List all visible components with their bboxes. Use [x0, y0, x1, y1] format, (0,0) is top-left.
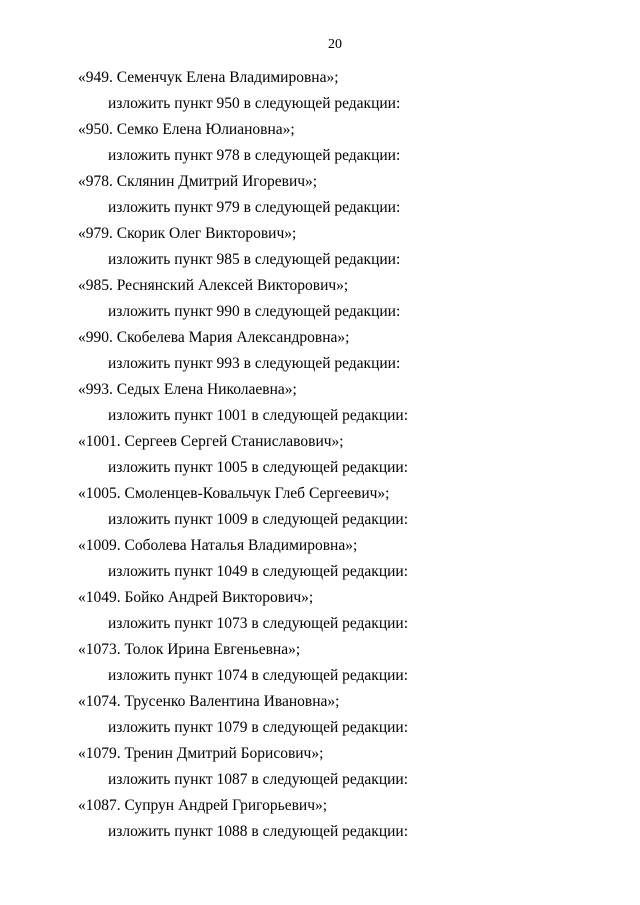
list-entry: «1049. Бойко Андрей Викторович»;	[78, 589, 314, 606]
list-entry: «990. Скобелева Мария Александровна»;	[78, 329, 350, 346]
instruction-line: изложить пункт 1001 в следующей редакции:	[108, 407, 409, 424]
list-entry: «978. Склянин Дмитрий Игоревич»;	[78, 173, 318, 190]
instruction-line: изложить пункт 1005 в следующей редакции:	[108, 459, 409, 476]
instruction-line: изложить пункт 950 в следующей редакции:	[108, 95, 401, 112]
instruction-line: изложить пункт 979 в следующей редакции:	[108, 199, 401, 216]
instruction-line: изложить пункт 1009 в следующей редакции:	[108, 511, 409, 528]
page-number: 20	[328, 37, 342, 52]
list-entry: «1079. Тренин Дмитрий Борисович»;	[78, 745, 324, 762]
instruction-line: изложить пункт 990 в следующей редакции:	[108, 303, 401, 320]
list-entry: «993. Седых Елена Николаевна»;	[78, 381, 297, 398]
list-entry: «985. Реснянский Алексей Викторович»;	[78, 277, 349, 294]
instruction-line: изложить пункт 1049 в следующей редакции:	[108, 563, 409, 580]
list-entry: «950. Семко Елена Юлиановна»;	[78, 121, 295, 138]
document-body	[0, 65, 640, 845]
list-entry: «949. Семенчук Елена Владимировна»;	[78, 69, 339, 86]
list-entry: «1073. Толок Ирина Евгеньевна»;	[78, 641, 301, 658]
instruction-line: изложить пункт 1087 в следующей редакции:	[108, 771, 409, 788]
list-entry: «979. Скорик Олег Викторович»;	[78, 225, 297, 242]
instruction-line: изложить пункт 1079 в следующей редакции:	[108, 719, 409, 736]
list-entry: «1074. Трусенко Валентина Ивановна»;	[78, 693, 340, 710]
instruction-line: изложить пункт 985 в следующей редакции:	[108, 251, 401, 268]
instruction-line: изложить пункт 978 в следующей редакции:	[108, 147, 401, 164]
list-entry: «1087. Супрун Андрей Григорьевич»;	[78, 797, 328, 814]
list-entry: «1001. Сергеев Сергей Станиславович»;	[78, 433, 344, 450]
instruction-line: изложить пункт 1073 в следующей редакции:	[108, 615, 409, 632]
instruction-line: изложить пункт 993 в следующей редакции:	[108, 355, 401, 372]
list-entry: «1005. Смоленцев-Ковальчук Глеб Сергеевич»;	[78, 485, 390, 502]
instruction-line: изложить пункт 1088 в следующей редакции:	[108, 823, 409, 840]
instruction-line: изложить пункт 1074 в следующей редакции:	[108, 667, 409, 684]
list-entry: «1009. Соболева Наталья Владимировна»;	[78, 537, 358, 554]
